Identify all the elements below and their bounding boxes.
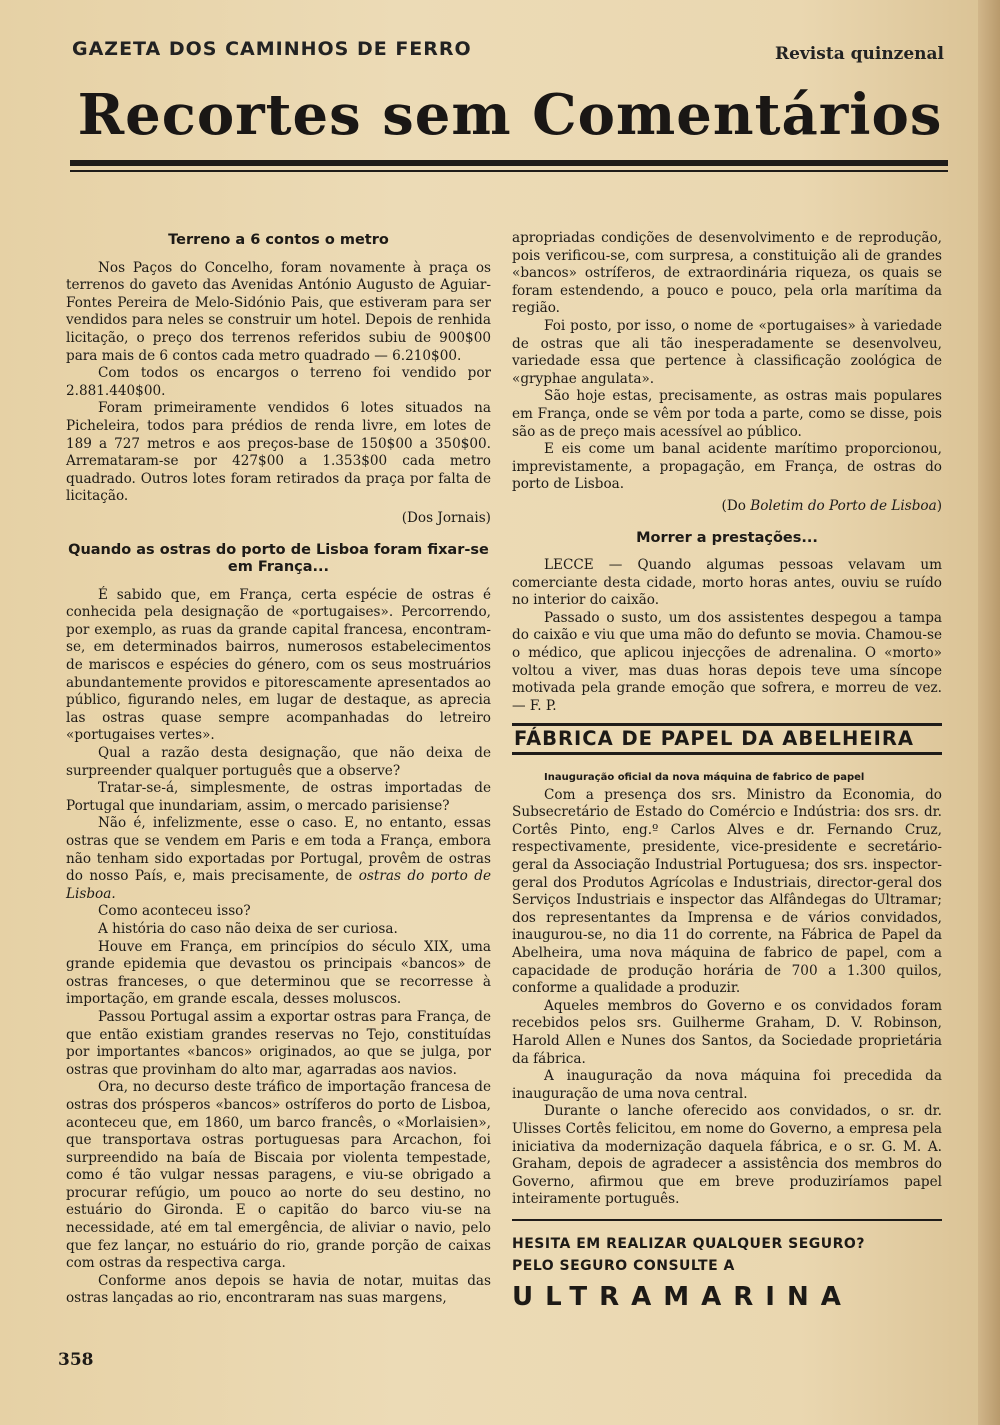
masthead-rule-thick — [70, 160, 948, 166]
source-suffix: ) — [936, 497, 942, 514]
article-title-morrer: Morrer a prestações... — [636, 529, 818, 546]
article-paragraph: Durante o lanche oferecido aos convidados, o sr. dr. Ulisses Cortês felicitou, em nome do Governo, a empresa pela iniciativa da modernização daquela fábrica, e o sr. G. M. A. Graham, depois de agradecer a assistência dos membros do Governo, afirmou que em breve produziríamos papel inteiramente português. — [512, 1103, 942, 1208]
article-paragraph: Foi posto, por isso, o nome de «portugaises» à variedade de ostras que ali tão inesperadamente se desenvolveu, variedade essa que pertence à classificação zoológica de «gryphae angulata». — [512, 317, 942, 387]
article-paragraph: Conforme anos depois se havia de notar, muitas das ostras lançadas ao rio, encontraram nas suas margens, — [66, 1272, 491, 1307]
ad-line-2: PELO SEGURO CONSULTE A — [512, 1257, 735, 1274]
article-paragraph: LECCE — Quando algumas pessoas velavam um comerciante desta cidade, morto horas antes, ouviu se ruído no interior do caixão. — [512, 557, 942, 609]
article-paragraph: Aqueles membros do Governo e os convidados foram recebidos pelos srs. Guilherme Graham, D. V. Robinson, Harold Allen e Nunes dos Santos, da Sociedade proprietária da fábrica. — [512, 997, 942, 1067]
page-number: 358 — [58, 1350, 94, 1370]
article-paragraph: A inauguração da nova máquina foi precedida da inauguração de uma nova central. — [512, 1068, 942, 1102]
article-source — [512, 498, 942, 516]
article-paragraph: Houve em França, em princípios do século XIX, uma grande epidemia que devastou os principais «bancos» de ostras franceses, o que determinou que se recorresse à importação, em grande escala, desses moluscos. — [66, 938, 491, 1008]
article-source: (Dos Jornais) — [401, 509, 491, 526]
ad-brand: ULTRAMARINA — [512, 1281, 853, 1312]
left-column — [66, 226, 491, 1308]
advertisement — [512, 1233, 942, 1277]
article-paragraph: Nos Paços do Concelho, foram novamente à praça os terrenos do gaveto das Avenidas António Augusto de Aguiar-Fontes Pereira de Melo-Sidónio Pais, que estiveram para ser vendidos para neles se construir um hotel. Depois de renhida licitação, o preço dos terrenos referidos subiu de 900$00 para mais de 6 contos cada metro quadrado — 6.210$00. — [66, 259, 491, 364]
article-paragraph: É sabido que, em França, certa espécie de ostras é conhecida pela designação de «portugaises». Percorrendo, por exemplo, as ruas da grande capital francesa, encontram-se, em determinados bairros, numerosos estabelecimentos de mariscos e espécies do género, com os seus mostruários abundantemente providos e pitorescamente apresentados ao público, figurando neles, em lugar de destaque, as aprecia las ostras quase sempre acompanhadas do letreiro «portugaises vertes». — [66, 586, 491, 744]
section-masthead: Recortes sem Comentários — [77, 82, 943, 148]
article-paragraph: Passou Portugal assim a exportar ostras para França, de que então existiam grandes reservas no Tejo, constituídas por importantes «bancos» originados, ao que se julga, por ostras que provinham do alto mar, agarradas aos navios. — [66, 1008, 491, 1078]
article-paragraph: Tratar-se-á, simplesmente, de ostras importadas de Portugal que inundariam, assim, o mercado parisiense? — [66, 780, 491, 814]
article-paragraph: E eis come um banal acidente marítimo proporcionou, imprevistamente, a propagação, em França, de ostras do porto de Lisboa. — [512, 441, 942, 493]
article-paragraph: Com a presença dos srs. Ministro da Economia, do Subsecretário de Estado do Comércio e Indústria: dos srs. dr. Cortês Pinto, eng.º Carlos Alves e dr. Fernando Cruz, respectivamente, presidente, vice-presidente e secretário-geral da Associação Industrial Portuguesa; dos srs. inspector-geral dos Produtos Agrícolas e Industriais, director-geral dos Serviços Industriais e inspector das Alfândegas do Ultramar; dos representantes da Imprensa e de vários convidados, inaugurou-se, no dia 11 do corrente, na Fábrica de Papel da Abelheira, uma nova máquina de fabrico de papel, com a capacidade de produção horária de 700 a 1.300 quilos, conforme a qualidade a produzir. — [512, 786, 942, 997]
paragraph-text: Não é, infelizmente, esse o caso. E, no entanto, essas ostras que se vendem em Paris e em toda a França, embora não tenham sido exportadas por Portugal, provêm de ostras do nosso País, e, mais precisamente, de — [66, 815, 491, 885]
publication-subtitle: Revista quinzenal — [774, 44, 944, 64]
source-italic: Boletim do Porto de Lisboa — [750, 497, 937, 514]
article-paragraph: Foram primeiramente vendidos 6 lotes situados na Picheleira, todos para prédios de renda livre, em lotes de 189 a 727 metros e aos preços-base de 150$00 a 350$00. Arremataram-se por 427$00 a 1.353$00 cada metro quadrado. Outros lotes foram retirados da praça por falta de licitação. — [66, 400, 491, 505]
article-paragraph: Passado o susto, um dos assistentes despegou a tampa do caixão e viu que uma mão do defunto se movia. Chamou-se o médico, que aplicou injecções de adrenalina. O «morto» voltou a viver, mas duas horas depois teve uma síncope motivada pela grande emoção que sofrera, e morreu de vez. — F. P. — [512, 609, 942, 714]
paragraph-italic: ostras do porto de Lisboa. — [66, 868, 491, 902]
article-title-terreno: Terreno a 6 contos o metro — [168, 232, 389, 248]
article-paragraph: A história do caso não deixa de ser curiosa. — [98, 920, 398, 937]
masthead-rule-thin — [70, 170, 948, 172]
article-paragraph: Como aconteceu isso? — [98, 903, 251, 920]
ad-divider — [512, 1219, 942, 1221]
article-paragraph — [66, 815, 491, 903]
article-subtitle-fabrica: Inauguração oficial da nova máquina de fabrico de papel — [544, 772, 865, 784]
ad-line-1: HESITA EM REALIZAR QUALQUER SEGURO? — [512, 1235, 865, 1252]
article-paragraph: Com todos os encargos o terreno foi vendido por 2.881.440$00. — [66, 365, 491, 399]
article-paragraph: Ora, no decurso deste tráfico de importação francesa de ostras dos prósperos «bancos» ostríferos do porto de Lisboa, aconteceu que, em 1860, um barco francês, o «Morlaisien», que transportava ostras portuguesas para Arcachon, foi surpreendido na baía de Biscaia por violenta tempestade, como é tão vulgar nessas paragens, e viu-se obrigado a procurar refúgio, um pouco ao norte do seu destino, no estuário do Gironda. E o capitão do barco viu-se na necessidade, até em tal emergência, de aliviar o navio, pelo que fez lançar, no estuário do rio, grande porção de caixas com ostras da respectiva carga. — [66, 1079, 491, 1272]
article-title-ostras: Quando as ostras do porto de Lisboa foram fixar-se em França... — [68, 541, 489, 576]
article-paragraph: apropriadas condições de desenvolvimento e de reprodução, pois verificou-se, com surpresa, a constituição ali de grandes «bancos» ostríferos, de extraordinária riqueza, os quais se foram estendendo, a pouco e pouco, pela orla marítima da região. — [512, 230, 942, 317]
article-paragraph: Qual a razão desta designação, que não deixa de surpreender qualquer português que a observe? — [66, 745, 491, 779]
publication-title: GAZETA DOS CAMINHOS DE FERRO — [72, 38, 472, 60]
page-edge — [978, 0, 1000, 1425]
right-column — [512, 230, 942, 1312]
source-prefix: (Do — [721, 497, 746, 514]
article-title-fabrica: FÁBRICA DE PAPEL DA ABELHEIRA — [512, 723, 942, 755]
article-paragraph: São hoje estas, precisamente, as ostras mais populares em França, onde se vêm por toda a parte, como se disse, pois são as de preço mais acessível ao público. — [512, 388, 942, 440]
